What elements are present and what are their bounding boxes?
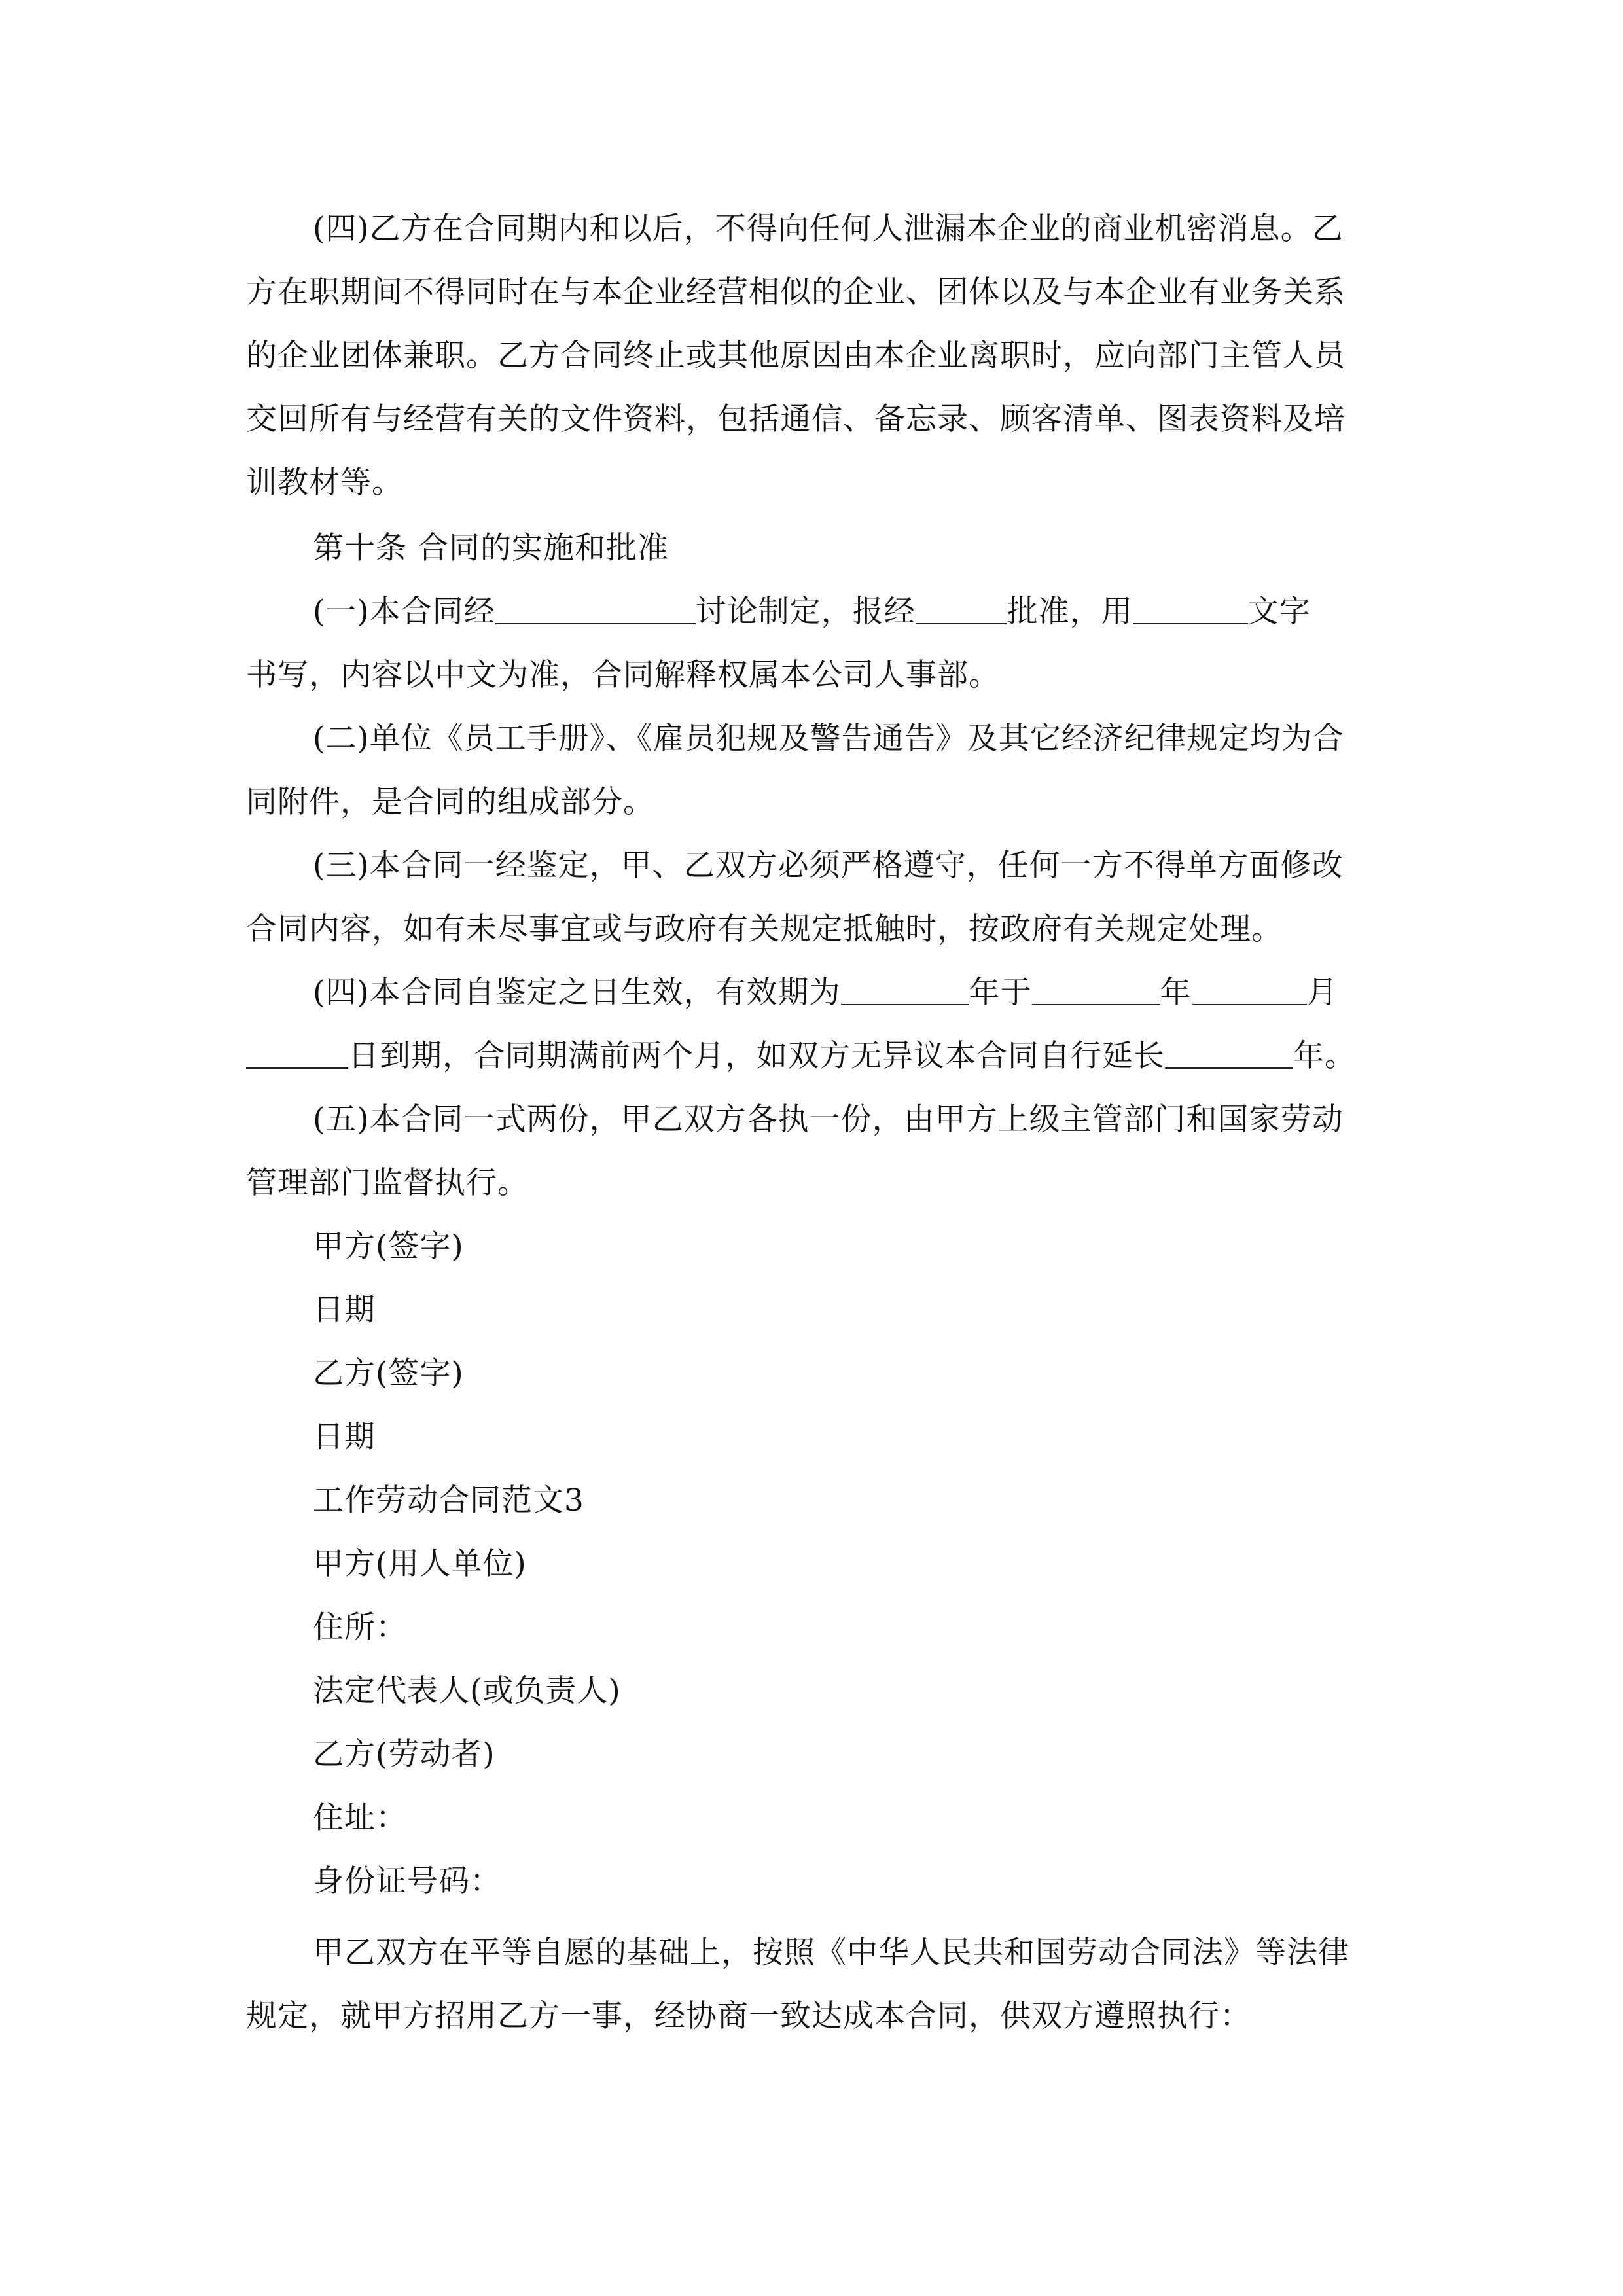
fill-blank xyxy=(495,594,696,624)
paragraph-line: 的企业团体兼职。乙方合同终止或其他原因由本企业离职时，应向部门主管人员 xyxy=(246,338,1346,374)
paragraph-line: 甲乙双方在平等自愿的基础上，按照《中华人民共和国劳动合同法》等法律 xyxy=(313,1935,1349,1971)
clause-4-text-f: 年。 xyxy=(1293,1038,1356,1074)
paragraph-line: 书写，内容以中文为准，合同解释权属本公司人事部。 xyxy=(246,657,1000,693)
clause-4-text-d: 月 xyxy=(1306,975,1338,1011)
date-label: 日期 xyxy=(313,1419,376,1455)
clause-4-line-1 xyxy=(313,973,1338,1013)
paragraph-line: (三)本合同一经鉴定，甲、乙双方必须严格遵守，任何一方不得单方面修改 xyxy=(313,848,1344,884)
party-b-signature-label: 乙方(签字) xyxy=(313,1355,464,1391)
paragraph-line: 合同内容，如有未尽事宜或与政府有关规定抵触时，按政府有关规定处理。 xyxy=(246,911,1283,947)
clause-4-text-e: 日到期，合同期满前两个月，如双方无异议本合同自行延长 xyxy=(348,1038,1165,1074)
paragraph-line: 同附件，是合同的组成部分。 xyxy=(246,784,654,820)
id-number-label: 身份证号码： xyxy=(313,1863,501,1899)
clause-4-text-b: 年于 xyxy=(969,975,1032,1011)
paragraph-line: (五)本合同一式两份，甲乙双方各执一份，由甲方上级主管部门和国家劳动 xyxy=(313,1102,1344,1138)
article-title: 第十条 合同的实施和批准 xyxy=(313,530,669,566)
fill-blank xyxy=(1032,975,1160,1005)
clause-4-line-2 xyxy=(246,1037,1356,1076)
clause-1-text-a: (一)本合同经 xyxy=(313,594,495,630)
legal-representative-label: 法定代表人(或负责人) xyxy=(313,1673,621,1709)
paragraph-line: 训教材等。 xyxy=(246,465,403,501)
fill-blank xyxy=(841,975,969,1005)
party-a-label: 甲方(用人单位) xyxy=(313,1546,527,1582)
party-a-signature-label: 甲方(签字) xyxy=(313,1229,464,1265)
clause-1-text-c: 批准，用 xyxy=(1007,594,1133,630)
address-label: 住所： xyxy=(313,1609,407,1645)
party-b-label: 乙方(劳动者) xyxy=(313,1736,495,1772)
date-label: 日期 xyxy=(313,1292,376,1328)
paragraph-line: 方在职期间不得同时在与本企业经营相似的企业、团体以及与本企业有业务关系 xyxy=(246,274,1346,310)
clause-1-text-b: 讨论制定，报经 xyxy=(695,594,916,630)
paragraph-line: 规定，就甲方招用乙方一事，经协商一致达成本合同，供双方遵照执行： xyxy=(246,1998,1251,2034)
fill-blank xyxy=(1133,594,1248,624)
clause-1-line-1 xyxy=(313,592,1311,632)
fill-blank xyxy=(246,1039,348,1069)
fill-blank xyxy=(916,594,1007,624)
fill-blank xyxy=(1192,975,1307,1005)
fill-blank xyxy=(1165,1039,1293,1069)
paragraph-line: (四)乙方在合同期内和以后，不得向任何人泄漏本企业的商业机密消息。乙 xyxy=(313,211,1344,247)
clause-1-text-d: 文字 xyxy=(1247,594,1311,630)
paragraph-line: (二)单位《员工手册》、《雇员犯规及警告通告》及其它经济纪律规定均为合 xyxy=(313,721,1344,757)
paragraph-line: 管理部门监督执行。 xyxy=(246,1165,529,1201)
paragraph-line: 交回所有与经营有关的文件资料，包括通信、备忘录、顾客清单、图表资料及培 xyxy=(246,401,1346,437)
section-title: 工作劳动合同范文3 xyxy=(313,1482,584,1518)
residence-label: 住址： xyxy=(313,1800,407,1836)
clause-4-text-c: 年 xyxy=(1160,975,1192,1011)
clause-4-text-a: (四)本合同自鉴定之日生效，有效期为 xyxy=(313,975,841,1011)
